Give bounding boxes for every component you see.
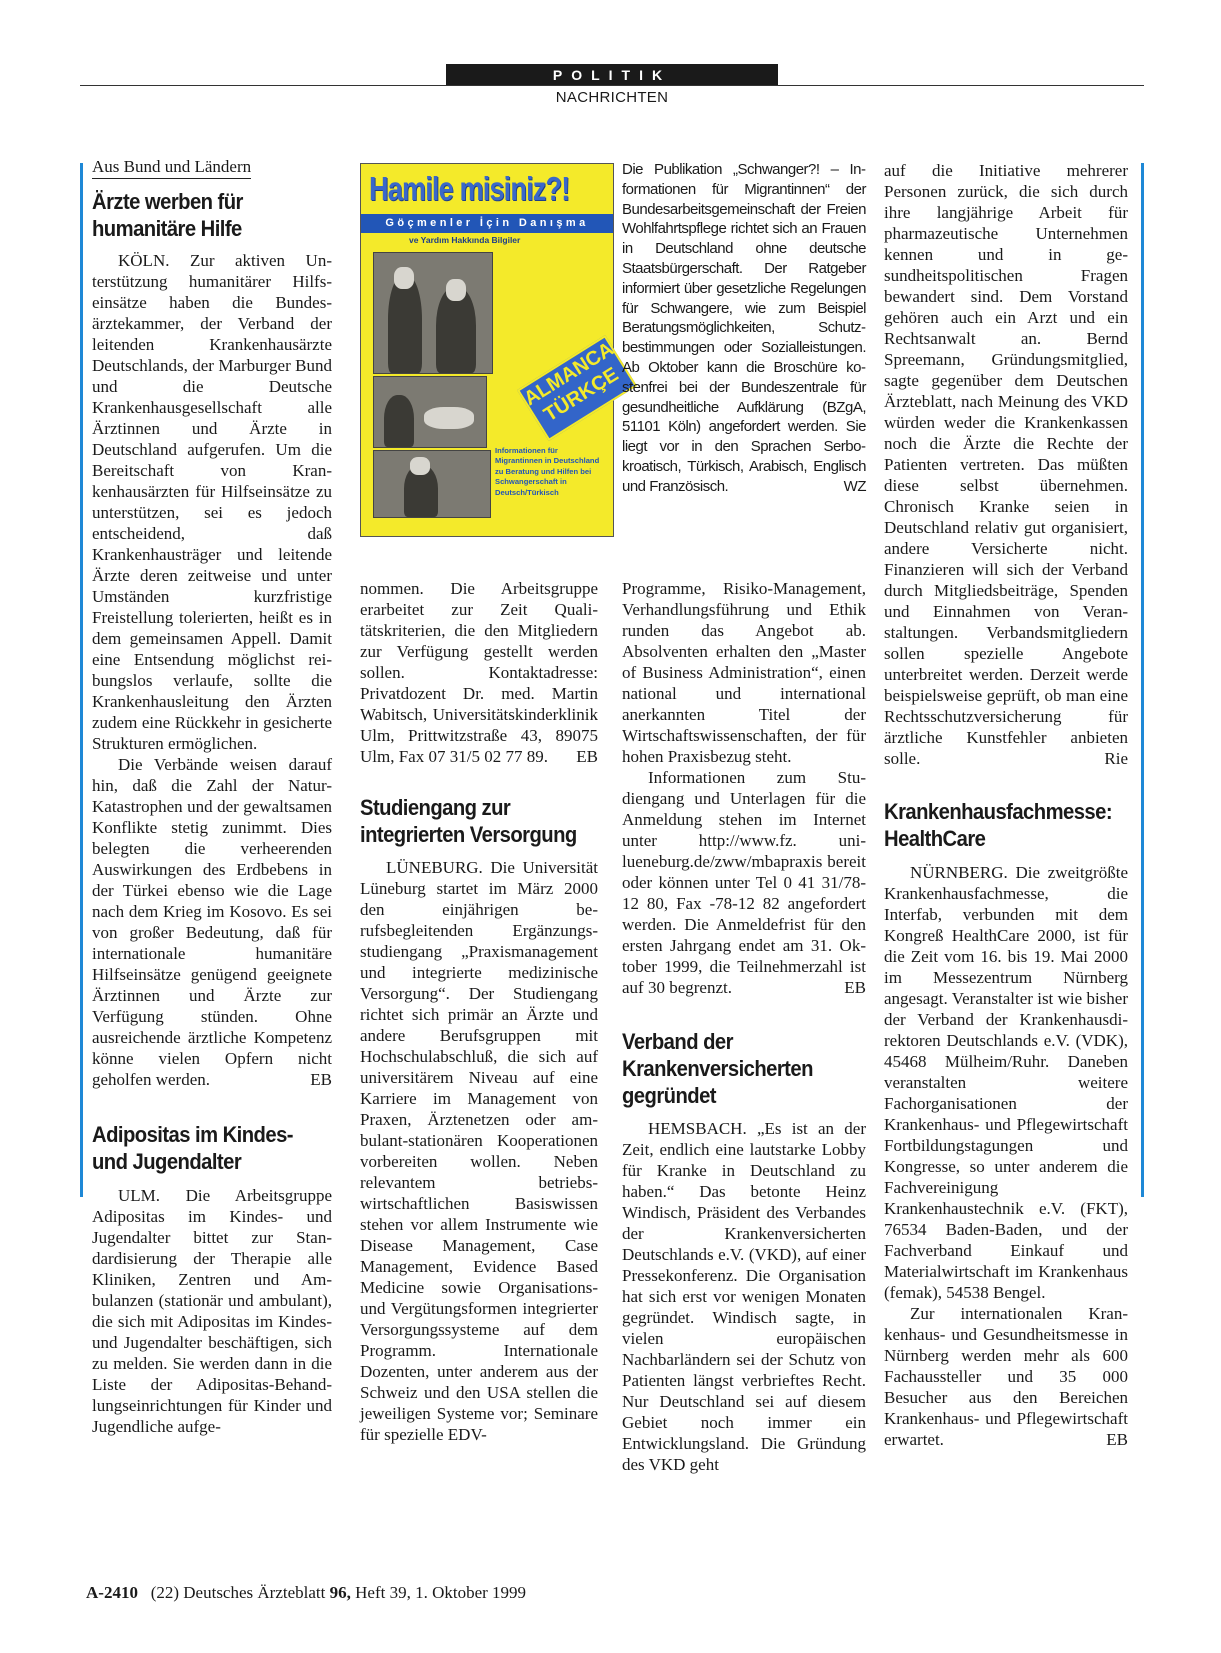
- journal-name: (22) Deutsches Ärzteblatt: [150, 1583, 326, 1602]
- article-paragraph: HEMSBACH. „Es ist an der Zeit, endlich eine lautstarke Lobby für Kranke in Deutschland zu haben.“ Das betonte Heinz Windisch, Präsident des Verbandes der Krankenversicherten Deutschlands e.V. (VKD), auf einer Pressekonferenz. Die Organisation hat sich erst vor wenigen Monaten gegründet. Windisch sagte, in vielen europäischen Nachbarländern sei der Schutz von Patienten längst verbrieftes Recht. Nur Deutschland sei auf diesem Gebiet noch immer ein Entwicklungsland. Die Gründung des VKD geht: [622, 1119, 866, 1474]
- article-paragraph: NÜRNBERG. Die zweitgrößte Krankenhausfachmesse, die Interfab, verbunden mit dem Kongreß HealthCare 2000, ist für die Zeit vom 16. bis 19. Mai 2000 im Messezentrum Nürnberg angesagt. Veranstalter ist wie bisher der Verband der Krankenhausdirektoren Deutschlands e.V. (VDK), 45468 Mülheim/Ruhr. Daneben veranstalten weitere Fachorganisationen der Krankenhaus- und Pflegewirtschaft Fortbildungstagungen und Kongresse, so unter anderem die Fachvereinigung Krankenhaustechnik e.V. (FKT), 76534 Baden-Baden, und der Fachverband Einkauf und Materialwirtschaft im Krankenhaus (femak), 54538 Bengel.: [884, 863, 1128, 1302]
- journal-volume: 96,: [329, 1583, 351, 1602]
- rubric-kicker: Aus Bund und Ländern: [92, 156, 251, 179]
- article-paragraph: auf die Initiative mehrerer Personen zurück, die sich durch ihre langjährige Arbeit für pharmazeutische Unternehmen kennen und in gesundheitspolitischen Fragen bewandert sind. Dem Vorstand gehören auch ein Arzt und ein Rechtsanwalt an. Bernd Spreemann, Gründungsmitglied, sagte gegenüber dem Deutschen Ärzteblatt, nach Meinung des VKD würden weder die Krankenkassen noch die Ärzte die Rechte der Patienten vertreten. Das müßten diese selbst übernehmen. Chronisch Kranke seien in Deutschland relativ gut organisiert, andere Versicherte nicht. Finanzieren will sich der Verband durch Mitgliedsbeiträge, Spenden und Einnahmen von Veranstaltungen. Verbandsmitgliedern sollen spezielle Angebote unterbreitet werden. Derzeit werde beispielsweise geprüft, ob man eine Rechtsschutzversicherung für ärztliche Kunstfehler anbieten solle. Rie: [884, 161, 1128, 768]
- issue-date: Heft 39, 1. Oktober 1999: [355, 1583, 527, 1602]
- cover-subline: ve Yardım Hakkında Bilgiler: [409, 235, 521, 245]
- column-3: [622, 578, 866, 1475]
- author-signature: Rie: [1104, 749, 1128, 768]
- page-number: A-2410: [86, 1583, 138, 1602]
- author-signature: EB: [844, 978, 866, 997]
- headline-aerzte-humanitaere-hilfe: Ärzte werben für humanitäre Hilfe: [92, 189, 243, 241]
- left-accent-rule: [80, 163, 83, 1197]
- headline-krankenhausfachmesse: Krankenhausfachmesse: HealthCare: [884, 799, 1113, 851]
- author-signature: EB: [1106, 1430, 1128, 1449]
- cover-info-text: Informationen für Migrantinnen in Deutschland zu Beratung und Hilfen bei Schwangerschaft in Deutsch/Türkisch: [495, 446, 600, 497]
- article-paragraph: ULM. Die Arbeitsgruppe Adipositas im Kindes- und Jugendalter bittet zur Standardisierung der Therapie alle Kliniken, Zentren und Ambulanzen (stationär und ambulant), die sich mit Adipositas im Kindes- und Jugendalter beschäftigen, sich zu melden. Sie werden dann in die Liste der Adipositas-Behandlungseinrichtungen für Kinder und Jugendliche aufge-: [92, 1186, 332, 1436]
- cover-photo-3: [373, 450, 491, 518]
- column-2: [360, 578, 598, 1445]
- cover-title: Hamile misiniz?!: [369, 170, 570, 207]
- subsection-label: NACHRICHTEN: [555, 89, 669, 106]
- article-paragraph: LÜNEBURG. Die Universität Lüneburg startet im März 2000 den einjährigen berufsbegleitenden Ergänzungsstudiengang „Praxismanagement und integrierte medizinische Versorgung“. Der Studiengang richtet sich primär an Ärzte und andere Berufsgruppen mit Hochschulabschluß, die sich auf universitärem Niveau auf eine Karriere im Management von Praxen, Ärztenetzen oder ambulant-stationären Kooperationen vorbereiten wollen. Neben relevantem betriebswirtschaftlichen Basiswissen stehen vor allem Instrumente wie Disease Management, Case Management, Evidence Based Medicine sowie Organisations- und Vergütungsformen integrierter Versorgungssysteme auf dem Programm. Internationale Dozenten, unter anderem aus der Schweiz und den USA stellen die jeweiligen Systeme vor; Seminare für spezielle EDV-: [360, 858, 598, 1444]
- cover-photo-2: [373, 376, 487, 448]
- cover-photo-1: [373, 252, 493, 374]
- column-4: [884, 160, 1128, 1450]
- article-paragraph: Programme, Risiko-Management, Verhandlungsführung und Ethik runden das Angebot ab. Absolventen erhalten den „Master of Business Administration“, einen national und international anerkannten Titel der Wirtschaftswissenschaften, der für hohen Praxisbezug steht.: [622, 579, 866, 766]
- page-footer: [86, 1583, 526, 1603]
- column-1: [92, 156, 332, 1437]
- caption-signature: WZ: [843, 477, 866, 495]
- cover-band: Göçmenler İçin Danışma: [361, 214, 613, 233]
- header-rule: [80, 85, 1144, 86]
- article-paragraph: nommen. Die Arbeitsgruppe erarbeitet zur Zeit Qualitätskriterien, die den Mitgliedern zur Verfügung gestellt werden sollen. Kontaktadresse: Privatdozent Dr. med. Martin Wabitsch, Universitätskinderklinik Ulm, Prittwitzstraße 43, 89075 Ulm, Fax 07 31/5 02 77 89. EB: [360, 579, 598, 766]
- article-paragraph: KÖLN. Zur aktiven Unterstützung humanitärer Hilfseinsätze haben die Bundesärztekammer, der Verband der leitenden Krankenhausärzte Deutschlands, der Marburger Bund und die Deutsche Krankenhausgesellschaft alle Ärztinnen und Ärzte in Deutschland aufgerufen. Um die Bereitschaft von Krankenhausärzten für Hilfseinsätze zu unterstützen, sei es jedoch entscheidend, daß Krankenhausträger und leitende Ärzte deren zeitweise und unter Umständen kurzfristige Freistellung tolerierten, heißt es in dem gemeinsamen Appell. Damit eine Entsendung möglichst reibungslos verlaufe, sollte die Krankenhausleitung den Ärzten zudem eine Rückkehr in gesicherte Strukturen ermöglichen.: [92, 251, 332, 753]
- brochure-cover-image: [360, 163, 623, 537]
- image-caption: Die Publikation „Schwanger?! – Informationen für Migrantinnen“ der Bundesarbeitsgemeinschaft der Freien Wohlfahrtspflege richtet sich an Frauen in Deutschland ohne deutsche Staatsbürgerschaft. Der Ratgeber informiert über gesetzliche Regelungen für Schwangere, wie zum Beispiel Beratungsmöglichkeiten, Schutzbestimmungen oder Sozialleistungen. Ab Oktober kann die Broschüre kostenfrei bei der Bundeszentrale für gesundheitliche Aufklärung (BZgA, 51101 Köln) angefordert werden. Sie liegt vor in den Sprachen Serbokroatisch, Türkisch, Arabisch, Englisch und Französisch. WZ: [622, 161, 866, 495]
- headline-verband-krankenversicherte: Verband der Krankenversicherten gegründet: [622, 1029, 813, 1108]
- section-label: POLITIK: [446, 64, 778, 86]
- author-signature: EB: [310, 1070, 332, 1089]
- headline-adipositas: Adipositas im Kindes- und Jugendalter: [92, 1122, 293, 1174]
- cover-language-stamp: ALMANCA TÜRKÇE: [517, 335, 637, 441]
- article-paragraph: Zur internationalen Krankenhaus- und Gesundheitsmesse in Nürnberg werden mehr als 600 Fachaussteller und 35 000 Besucher aus den Bereichen Krankenhaus- und Pflegewirtschaft erwartet. EB: [884, 1304, 1128, 1449]
- article-paragraph: Die Verbände weisen darauf hin, daß die Zahl der Natur-Katastrophen und der gewaltsamen Konflikte stetig zunimmt. Dies belegten die verheerenden Auswirkungen des Erdbebens in der Türkei ebenso wie die Lage nach dem Krieg im Kosovo. Es sei von großer Bedeutung, daß für internationale humanitäre Hilfseinsätze genügend geeignete Ärztinnen und Ärzte zur Verfügung stünden. Ohne ausreichende ärztliche Kompetenz könne vielen Opfern nicht geholfen werden. EB: [92, 755, 332, 1089]
- right-accent-rule: [1141, 163, 1144, 1197]
- headline-studiengang: Studiengang zur integrierten Versorgung: [360, 795, 577, 847]
- article-paragraph: Informationen zum Studiengang und Unterlagen für die Anmeldung stehen im Internet unter http://www.fz. uni-lueneburg.de/zww/mbapraxis bereit oder können unter Tel 0 41 31/78-12 80, Fax -78-12 82 angefordert werden. Die Anmeldefrist für den ersten Jahrgang endet am 31. Oktober 1999, die Teilnehmerzahl ist auf 30 begrenzt. EB: [622, 768, 866, 997]
- author-signature: EB: [576, 747, 598, 766]
